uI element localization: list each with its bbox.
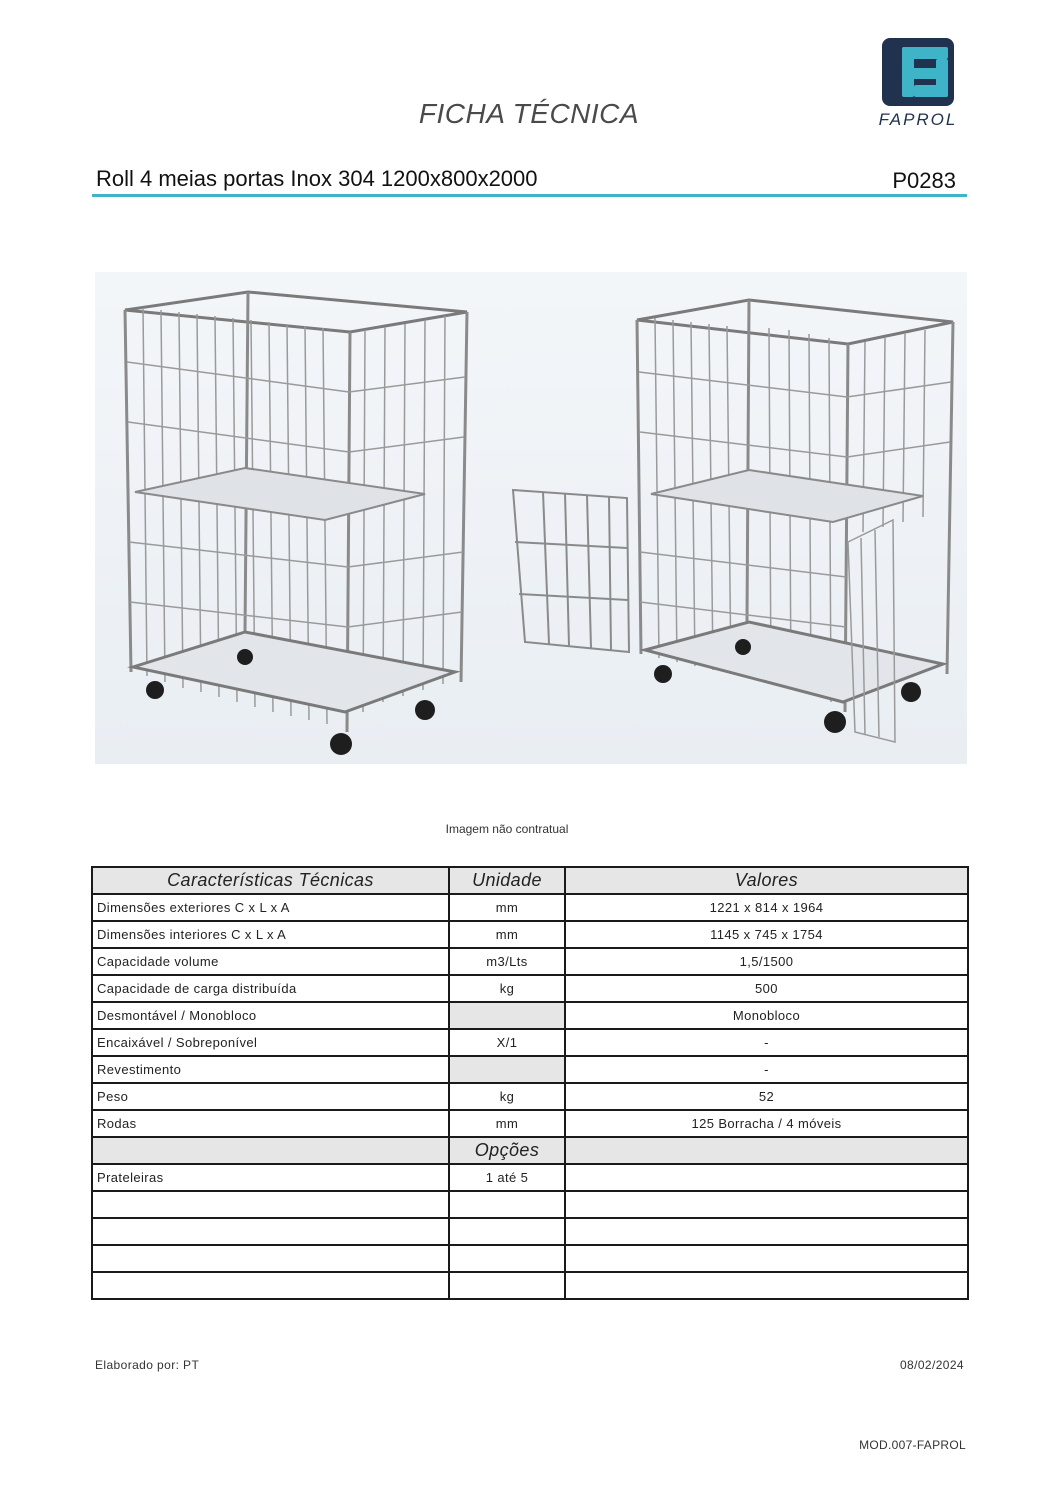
table-header-row [92, 867, 968, 894]
row-value: - [565, 1056, 968, 1083]
row-value: 125 Borracha / 4 móveis [565, 1110, 968, 1137]
row-unit: X/1 [449, 1029, 565, 1056]
option-row [92, 1218, 968, 1245]
row-unit: kg [449, 975, 565, 1002]
option-unit: 1 até 5 [449, 1164, 565, 1191]
row-unit: mm [449, 894, 565, 921]
option-value [565, 1218, 968, 1245]
document-date: 08/02/2024 [899, 1358, 964, 1372]
option-label: Prateleiras [92, 1164, 449, 1191]
row-unit: mm [449, 1110, 565, 1137]
option-label [92, 1218, 449, 1245]
table-row [92, 921, 968, 948]
header-values: Valores [565, 867, 968, 894]
product-code: P0283 [892, 168, 956, 193]
table-row [92, 894, 968, 921]
option-row [92, 1245, 968, 1272]
table-row [92, 1029, 968, 1056]
table-row [92, 1056, 968, 1083]
option-label [92, 1272, 449, 1299]
option-unit [449, 1272, 565, 1299]
table-row [92, 1002, 968, 1029]
row-value: 52 [565, 1083, 968, 1110]
row-value: 1,5/1500 [565, 948, 968, 975]
option-value [565, 1191, 968, 1218]
table-row [92, 1083, 968, 1110]
row-label: Desmontável / Monobloco [92, 1002, 449, 1029]
option-row [92, 1191, 968, 1218]
logo-mark-icon [882, 38, 954, 106]
row-label: Peso [92, 1083, 449, 1110]
roll-cage-closed-image [95, 272, 503, 764]
options-spacer-right [565, 1137, 968, 1164]
options-title: Opções [449, 1137, 565, 1164]
row-unit: kg [449, 1083, 565, 1110]
row-unit [449, 1056, 565, 1083]
row-value: 1145 x 745 x 1754 [565, 921, 968, 948]
options-header-row [92, 1137, 968, 1164]
faprol-logo [870, 38, 966, 130]
options-spacer-left [92, 1137, 449, 1164]
option-row [92, 1272, 968, 1299]
row-label: Revestimento [92, 1056, 449, 1083]
row-label: Rodas [92, 1110, 449, 1137]
row-label: Dimensões exteriores C x L x A [92, 894, 449, 921]
option-value [565, 1272, 968, 1299]
table-row [92, 948, 968, 975]
row-value: - [565, 1029, 968, 1056]
row-label: Dimensões interiores C x L x A [92, 921, 449, 948]
row-label: Encaixável / Sobreponível [92, 1029, 449, 1056]
row-value: Monobloco [565, 1002, 968, 1029]
technical-specs-table [91, 866, 969, 1300]
logo-text: FAPROL [878, 110, 958, 129]
header-characteristics: Características Técnicas [92, 867, 449, 894]
image-caption: Imagem não contratual [445, 822, 569, 836]
roll-cage-open-door-image [503, 272, 967, 764]
header-unit: Unidade [449, 867, 565, 894]
option-unit [449, 1218, 565, 1245]
row-value: 500 [565, 975, 968, 1002]
row-value: 1221 x 814 x 1964 [565, 894, 968, 921]
row-unit: mm [449, 921, 565, 948]
option-row [92, 1164, 968, 1191]
product-name: Roll 4 meias portas Inox 304 1200x800x2000 [96, 166, 538, 191]
option-label [92, 1191, 449, 1218]
row-label: Capacidade de carga distribuída [92, 975, 449, 1002]
row-label: Capacidade volume [92, 948, 449, 975]
page-title: FICHA TÉCNICA [418, 98, 640, 129]
row-unit: m3/Lts [449, 948, 565, 975]
option-unit [449, 1245, 565, 1272]
model-reference: MOD.007-FAPROL [859, 1438, 966, 1452]
row-unit [449, 1002, 565, 1029]
option-label [92, 1245, 449, 1272]
header-divider [92, 194, 967, 197]
option-value [565, 1164, 968, 1191]
prepared-by: Elaborado por: PT [95, 1358, 200, 1372]
table-row [92, 975, 968, 1002]
table-row [92, 1110, 968, 1137]
option-unit [449, 1191, 565, 1218]
option-value [565, 1245, 968, 1272]
